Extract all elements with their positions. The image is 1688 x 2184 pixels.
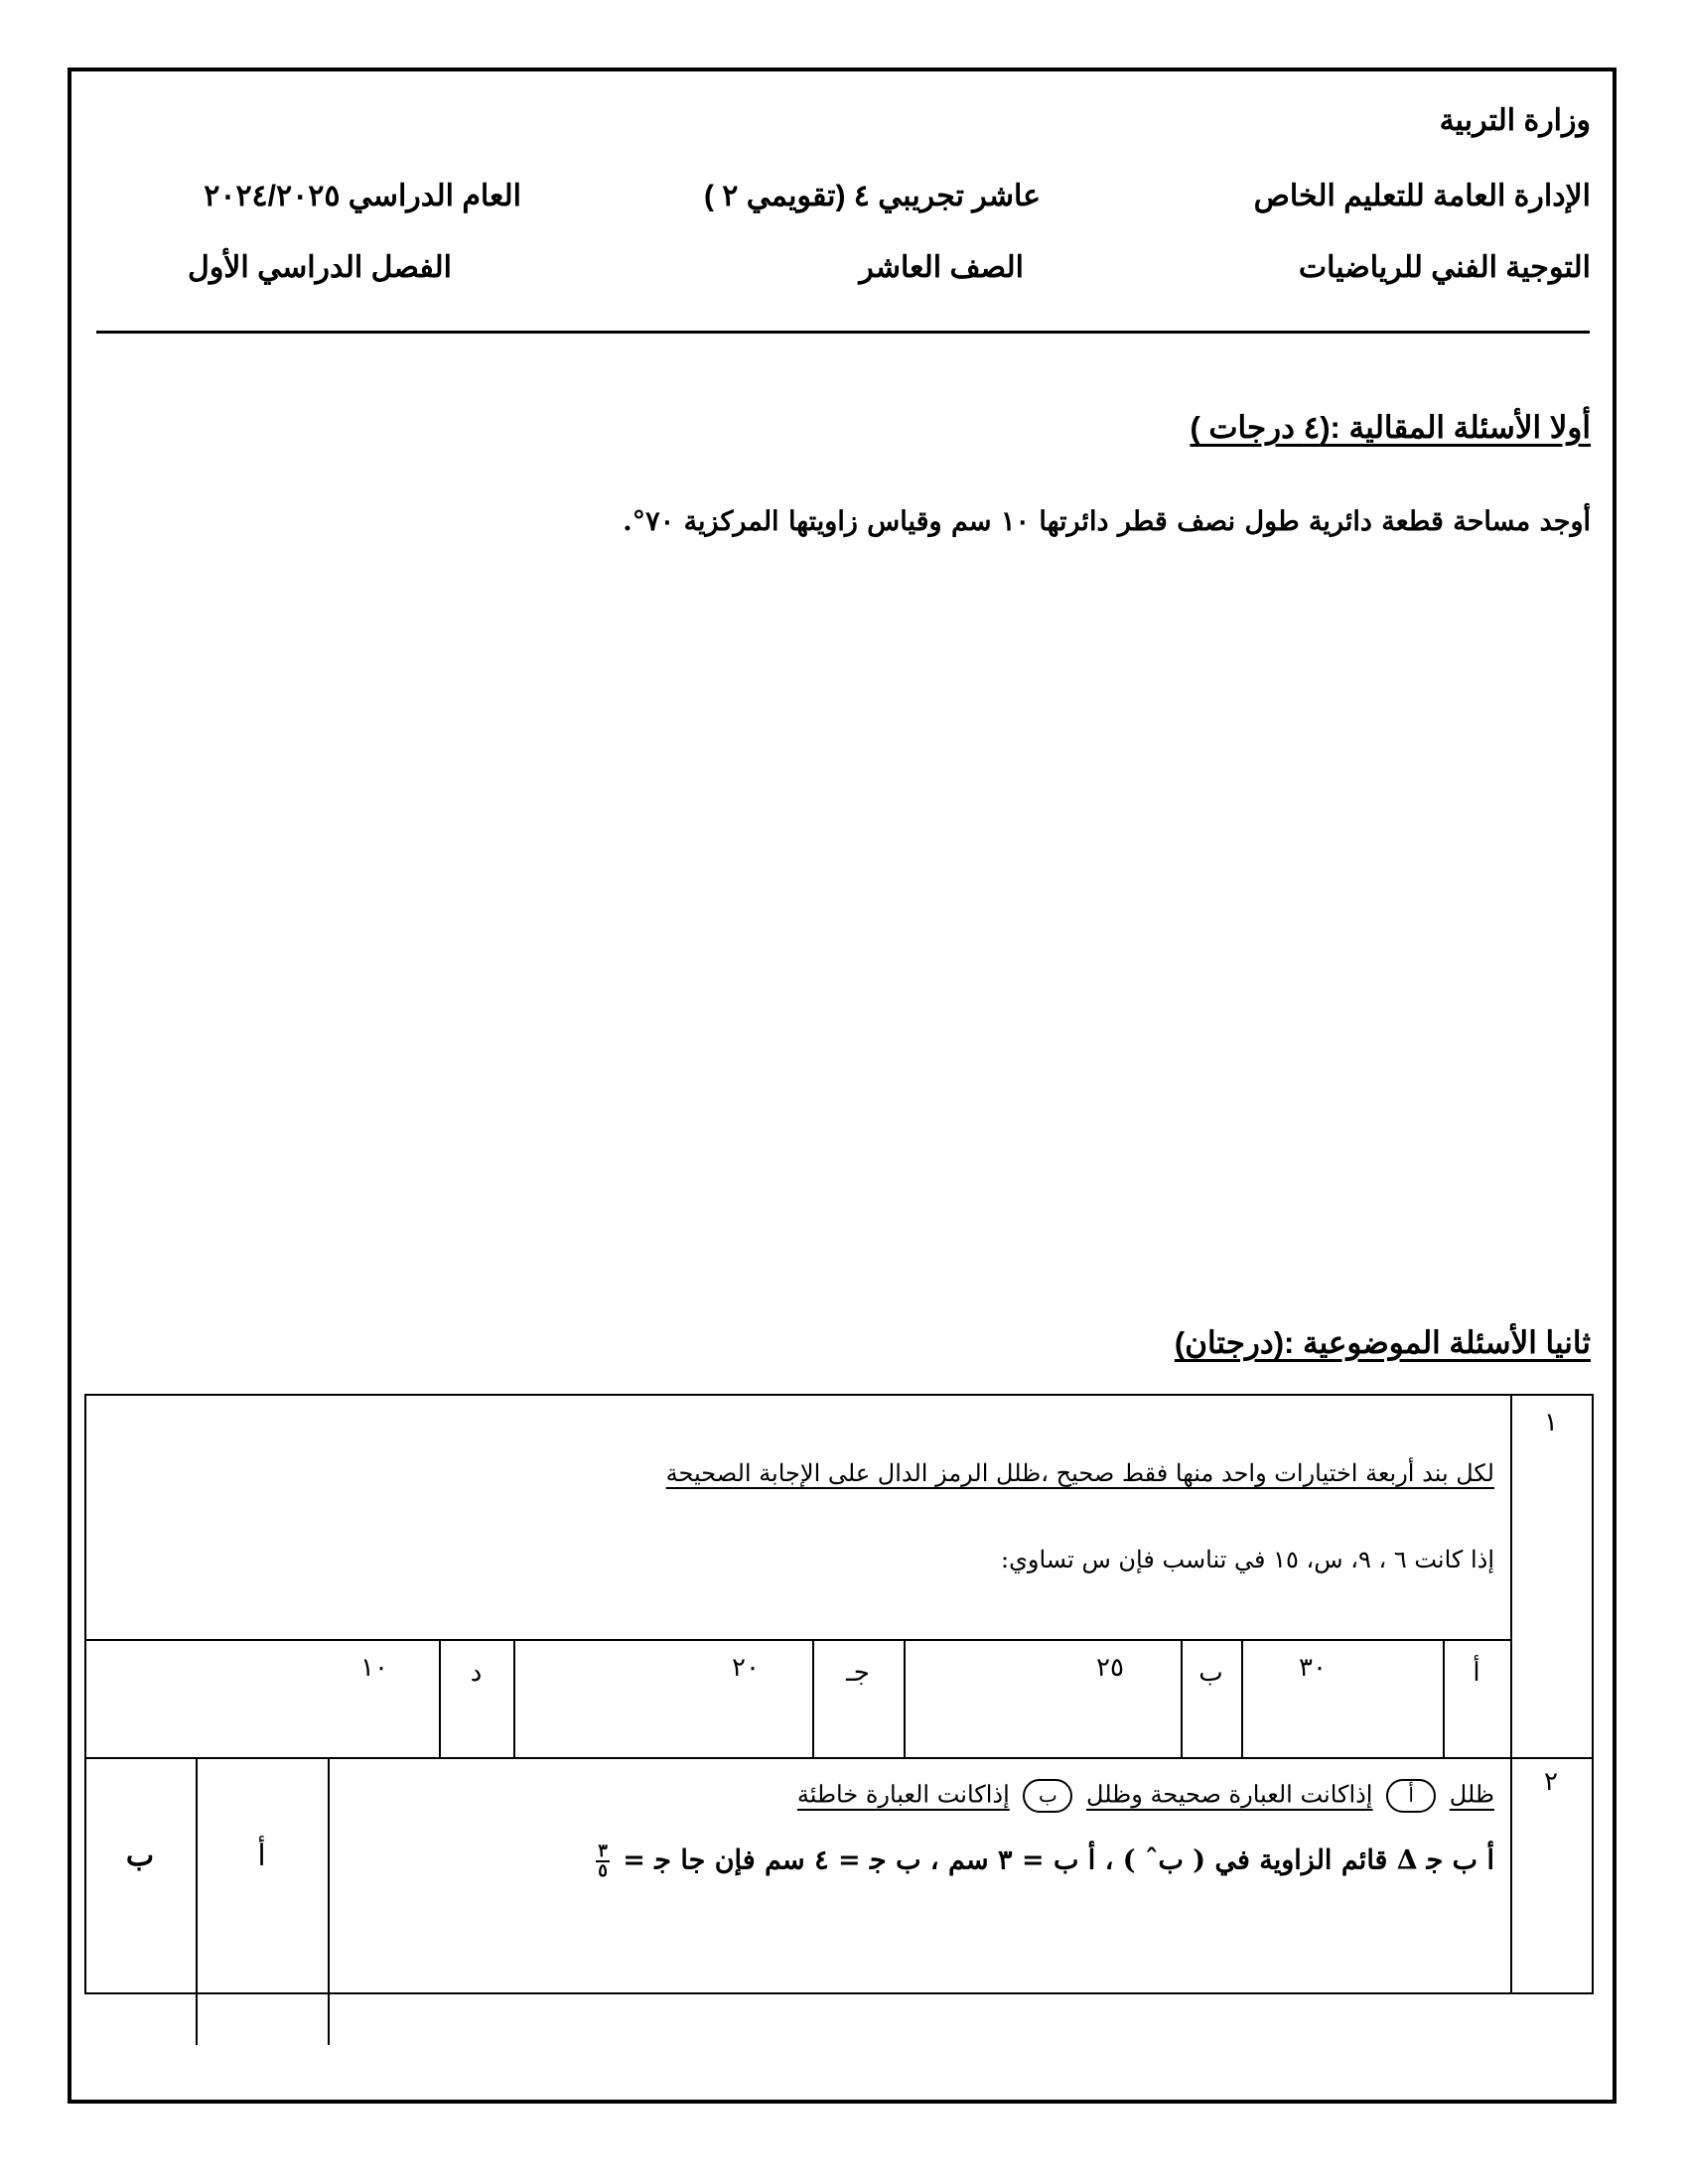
q2-instruction [797,1779,1494,1813]
answer-column-divider [196,1757,198,2045]
q2-instr-part2: إذاكانت العبارة صحيحة وظلل [1086,1780,1373,1809]
option-c-value: ٢٠ [732,1653,760,1683]
fraction-denominator: ٥ [598,1860,608,1881]
q1-instruction: لكل بند أربعة اختيارات واحد منها فقط صحيح ،ظلل الرمز الدال على الإجابة الصحيحة [665,1459,1494,1487]
answer-a-box[interactable]: أ [257,1839,266,1873]
option-d-letter: د [470,1658,483,1688]
section2-title: ثانيا الأسئلة الموضوعية :(درجتان) [1174,1325,1591,1360]
number-column-divider [1510,1394,1512,1993]
table-right-border [1592,1394,1594,1993]
option-a-letter: أ [1473,1658,1480,1688]
q2-number: ٢ [1544,1767,1558,1797]
option-b-value: ٢٥ [1096,1653,1124,1683]
ministry-name: وزارة التربية [1439,104,1591,137]
essay-question: أوجد مساحة قطعة دائرية طول نصف قطر دائرتها ١٠ سم وقياس زاويتها المركزية ٧٠°. [623,506,1591,537]
option-d-value: ١٠ [360,1653,388,1683]
option-divider [812,1639,814,1758]
section1-title: أولا الأسئلة المقالية :(٤ درجات ) [1190,410,1591,445]
option-c-letter: جـ [846,1658,870,1688]
true-mark-symbol: أ [1386,1779,1436,1813]
option-divider [439,1639,441,1758]
q1-number: ١ [1544,1408,1558,1437]
q2-fraction [596,1843,610,1880]
q2-instr-part1: ظلل [1449,1780,1494,1809]
exam-title: عاشر تجريبي ٤ (تقويمي ٢ ) [703,180,1041,212]
option-a-value: ٣٠ [1299,1653,1327,1683]
q1-stem: إذا كانت ٦ ، ٩، س، ١٥ في تناسب فإن س تساوي: [1001,1546,1494,1573]
header-divider [96,331,1590,334]
false-mark-symbol: ب [1023,1779,1072,1813]
table-top-border [84,1394,1594,1396]
answer-b-box[interactable]: ب [125,1839,155,1873]
q2-statement-line [592,1843,1494,1880]
supervision-name: التوجية الفني للرياضيات [1298,251,1591,284]
directorate-name: الإدارة العامة للتعليم الخاص [1253,180,1591,212]
school-year: العام الدراسي ٢٠٢٤/٢٠٢٥ [204,180,521,212]
fraction-numerator: ٣ [598,1841,608,1861]
q1-options-top-border [84,1639,1511,1641]
option-b-letter: ب [1198,1658,1223,1688]
option-divider [1181,1639,1183,1758]
option-divider [1443,1639,1445,1758]
term-label: الفصل الدراسي الأول [188,251,452,284]
answer-column-divider [328,1757,330,2045]
q2-statement: ﺃ ب ﺟ ∆ قائم الزاوية في ( بˆ ) ، ﺃ ب = ٣ سم ، ب ﺟ = ٤ سم فإن جا ﺟ = [623,1844,1494,1876]
q1-bottom-border [84,1757,1594,1759]
grade-label: الصف العاشر [859,251,1024,284]
table-left-border [84,1394,86,1993]
q2-instr-part3: إذاكانت العبارة خاطئة [796,1780,1010,1809]
table-bottom-border [84,1992,1594,1994]
